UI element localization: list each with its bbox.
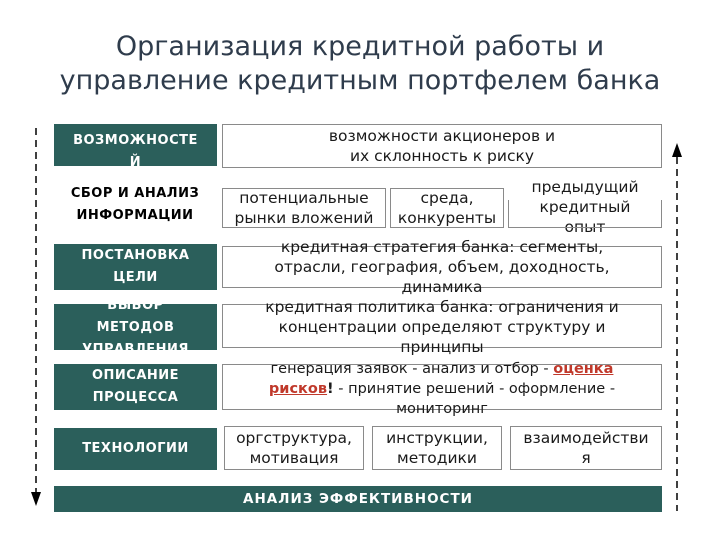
label-line: ОПИСАНИЕ	[91, 368, 180, 383]
box-credit-strategy	[222, 238, 662, 296]
box-line: динамика	[401, 278, 483, 296]
process-line-1	[269, 359, 615, 379]
bottom-bar-label: АНАЛИЗ ЭФФЕКТИВНОСТИ	[243, 491, 473, 507]
box-line: их склонность к риску	[349, 147, 535, 165]
label-line: ПРОЦЕССА	[92, 390, 179, 405]
box-line: концентрации определяют структуру и	[278, 318, 606, 336]
label-line: АНАЛИЗ	[103, 111, 168, 126]
cell-line: конкуренты	[397, 209, 497, 227]
box-line: отрасли, география, объем, доходность,	[274, 258, 610, 276]
cell-instructions	[372, 426, 502, 470]
box-process	[222, 361, 662, 417]
box-shareholder-capabilities	[222, 124, 662, 168]
cell-org-structure	[224, 426, 364, 470]
label-line: ЦЕЛИ	[113, 270, 158, 285]
slide-title	[0, 30, 720, 98]
risk-assessment-highlight: оценка	[553, 361, 614, 377]
process-text: - принятие решений - оформление -	[333, 381, 616, 397]
label-technologies	[54, 428, 217, 470]
cell-line: я	[581, 449, 591, 467]
cell-line: инструкции,	[386, 429, 488, 447]
cell-line: взаимодействи	[523, 429, 649, 447]
cell-line: оргструктура,	[236, 429, 352, 447]
label-line: УПРАВЛЕНИЯ	[82, 342, 189, 357]
cell-line: потенциальные	[239, 189, 369, 207]
cell-line: опыт	[564, 218, 606, 236]
box-credit-policy	[222, 298, 662, 356]
cell-line: рынки вложений	[234, 209, 374, 227]
process-line-3: мониторинг	[396, 401, 488, 417]
box-line: принципы	[400, 338, 484, 356]
label-line: ВЫБОР	[107, 298, 164, 313]
process-line-2	[269, 379, 615, 399]
cell-line: предыдущий	[531, 178, 639, 196]
label-line: ВОЗМОЖНОСТЕ	[73, 133, 198, 148]
label-line: ИНФОРМАЦИИ	[76, 208, 194, 223]
box-line: кредитная политика банка: ограничения и	[265, 298, 619, 316]
process-text: генерация заявок - анализ и отбор -	[270, 361, 554, 377]
cell-line: кредитный	[539, 198, 631, 216]
label-line: МЕТОДОВ	[96, 320, 175, 335]
label-line: ТЕХНОЛОГИИ	[82, 441, 189, 456]
label-analysis-capabilities	[54, 111, 217, 170]
title-line-1: Организация кредитной работы и	[115, 31, 605, 62]
cell-environment-competitors	[390, 188, 504, 228]
cell-previous-experience-frame	[508, 200, 662, 228]
label-method-selection	[54, 298, 217, 357]
label-line: СБОР И АНАЛИЗ	[70, 186, 200, 201]
efficiency-analysis-bar	[54, 486, 662, 512]
right-up-arrow	[671, 143, 683, 513]
label-info-collection	[52, 182, 218, 228]
left-down-arrow	[30, 128, 42, 508]
exclamation: !	[327, 381, 334, 397]
title-line-2: управление кредитным портфелем банка	[59, 65, 661, 96]
cell-line: среда,	[420, 189, 474, 207]
cell-interaction	[510, 426, 662, 470]
label-line: ПОСТАНОВКА	[81, 248, 190, 263]
label-goal-setting	[54, 244, 217, 290]
box-line: возможности акционеров и	[328, 127, 556, 145]
cell-line: мотивация	[249, 449, 339, 467]
box-line: кредитная стратегия банка: сегменты,	[280, 238, 604, 256]
label-process-description	[54, 364, 217, 410]
risks-highlight: рисков	[268, 381, 328, 397]
cell-line: методики	[397, 449, 477, 467]
cell-potential-markets	[222, 188, 386, 228]
label-line: Й	[129, 155, 142, 170]
